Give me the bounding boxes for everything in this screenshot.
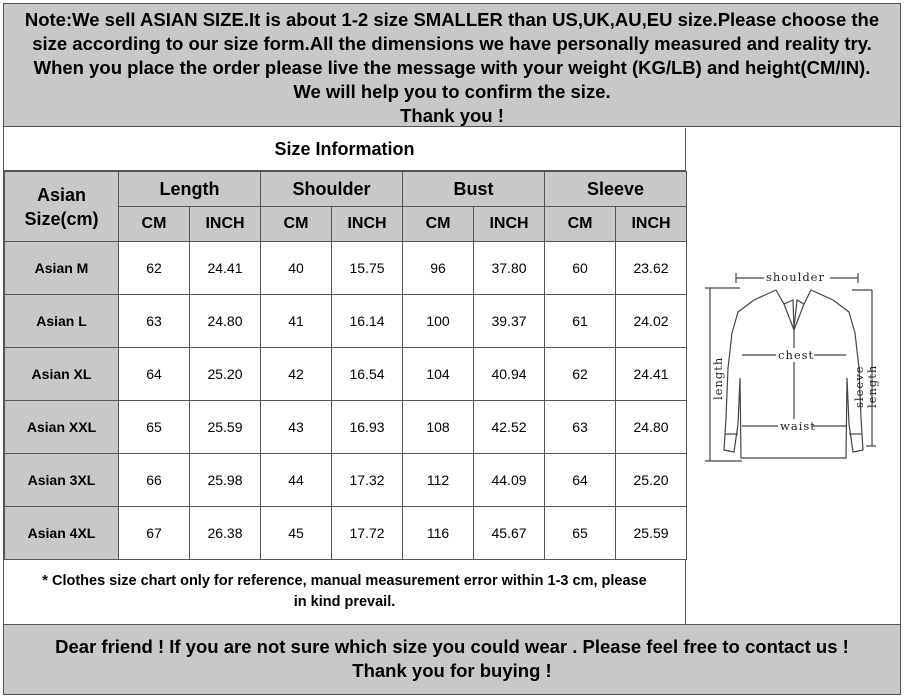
- unit-header: CM: [261, 207, 332, 242]
- unit-header: INCH: [332, 207, 403, 242]
- shirt-measurement-diagram: [686, 128, 900, 624]
- table-cell: 24.02: [616, 295, 687, 348]
- table-cell: 96: [403, 242, 474, 295]
- shirt-diagram-panel: [686, 128, 900, 624]
- table-cell: 17.32: [332, 454, 403, 507]
- table-cell: 45.67: [474, 507, 545, 560]
- unit-header: CM: [119, 207, 190, 242]
- table-cell: 100: [403, 295, 474, 348]
- table-cell: 25.59: [616, 507, 687, 560]
- table-cell: 44.09: [474, 454, 545, 507]
- note-line: We will help you to confirm the size.: [293, 81, 611, 102]
- table-cell: 42: [261, 348, 332, 401]
- size-table: [4, 171, 687, 560]
- table-cell: 25.59: [190, 401, 261, 454]
- table-row: [5, 507, 687, 560]
- table-row: [5, 454, 687, 507]
- size-column-header: [5, 172, 119, 242]
- sleeve-label: sleeve: [852, 365, 866, 408]
- table-cell: 66: [119, 454, 190, 507]
- table-cell: 116: [403, 507, 474, 560]
- table-cell: 63: [545, 401, 616, 454]
- table-cell: 112: [403, 454, 474, 507]
- sleeve-header: Sleeve: [545, 172, 687, 207]
- table-cell: 24.41: [616, 348, 687, 401]
- table-cell: 15.75: [332, 242, 403, 295]
- length-label: length: [711, 356, 725, 400]
- table-row: [5, 401, 687, 454]
- table-cell: 45: [261, 507, 332, 560]
- note-line: When you place the order please live the message with your weight (KG/LB) and height(CM/IN).: [33, 57, 871, 78]
- table-cell: 65: [119, 401, 190, 454]
- table-cell: 64: [119, 348, 190, 401]
- sleeve-length-label: length: [865, 364, 879, 408]
- table-cell: 25.20: [190, 348, 261, 401]
- table-cell: 25.98: [190, 454, 261, 507]
- unit-header: CM: [545, 207, 616, 242]
- table-cell: 37.80: [474, 242, 545, 295]
- size-header-line: Asian: [36, 184, 87, 205]
- table-cell: 16.93: [332, 401, 403, 454]
- note-line: Thank you !: [400, 105, 504, 126]
- contact-banner: [4, 624, 900, 694]
- contact-line: Dear friend ! If you are not sure which size you could wear . Please feel free to contact us !: [55, 636, 849, 657]
- table-cell: 39.37: [474, 295, 545, 348]
- table-cell: 62: [545, 348, 616, 401]
- table-cell: 67: [119, 507, 190, 560]
- length-header: Length: [119, 172, 261, 207]
- table-cell: 40.94: [474, 348, 545, 401]
- table-cell: 40: [261, 242, 332, 295]
- unit-header: INCH: [190, 207, 261, 242]
- size-label: Asian XXL: [5, 401, 119, 454]
- chest-label: chest: [778, 348, 815, 362]
- size-label: Asian M: [5, 242, 119, 295]
- table-cell: 104: [403, 348, 474, 401]
- measurement-footnote: [4, 560, 686, 624]
- table-cell: 16.14: [332, 295, 403, 348]
- table-cell: 24.41: [190, 242, 261, 295]
- size-label: Asian L: [5, 295, 119, 348]
- table-cell: 24.80: [616, 401, 687, 454]
- note-line: Note:We sell ASIAN SIZE.It is about 1-2 size SMALLER than US,UK,AU,EU size.Please choose the: [24, 9, 880, 30]
- table-cell: 63: [119, 295, 190, 348]
- size-label: Asian XL: [5, 348, 119, 401]
- table-cell: 60: [545, 242, 616, 295]
- bust-header: Bust: [403, 172, 545, 207]
- size-note-banner: [4, 4, 900, 127]
- table-cell: 41: [261, 295, 332, 348]
- table-cell: 61: [545, 295, 616, 348]
- unit-header: INCH: [474, 207, 545, 242]
- table-cell: 108: [403, 401, 474, 454]
- table-cell: 23.62: [616, 242, 687, 295]
- table-cell: 65: [545, 507, 616, 560]
- shoulder-label: shoulder: [766, 270, 825, 284]
- table-cell: 26.38: [190, 507, 261, 560]
- table-row: [5, 348, 687, 401]
- contact-line: Thank you for buying !: [352, 660, 552, 681]
- footnote-line: * Clothes size chart only for reference, manual measurement error within 1-3 cm, please: [42, 573, 647, 589]
- size-table-title: Size Information: [4, 128, 686, 171]
- table-cell: 44: [261, 454, 332, 507]
- table-cell: 17.72: [332, 507, 403, 560]
- table-cell: 64: [545, 454, 616, 507]
- table-cell: 24.80: [190, 295, 261, 348]
- note-line: size according to our size form.All the dimensions we have personally measured and reality try.: [32, 33, 872, 54]
- size-label: Asian 3XL: [5, 454, 119, 507]
- table-cell: 62: [119, 242, 190, 295]
- size-label: Asian 4XL: [5, 507, 119, 560]
- table-row: [5, 242, 687, 295]
- table-cell: 43: [261, 401, 332, 454]
- table-cell: 42.52: [474, 401, 545, 454]
- unit-header: CM: [403, 207, 474, 242]
- table-cell: 25.20: [616, 454, 687, 507]
- shoulder-header: Shoulder: [261, 172, 403, 207]
- unit-header: INCH: [616, 207, 687, 242]
- size-header-line: Size(cm): [24, 208, 99, 229]
- waist-label: waist: [780, 419, 816, 433]
- table-cell: 16.54: [332, 348, 403, 401]
- table-row: [5, 295, 687, 348]
- footnote-line: in kind prevail.: [293, 594, 396, 610]
